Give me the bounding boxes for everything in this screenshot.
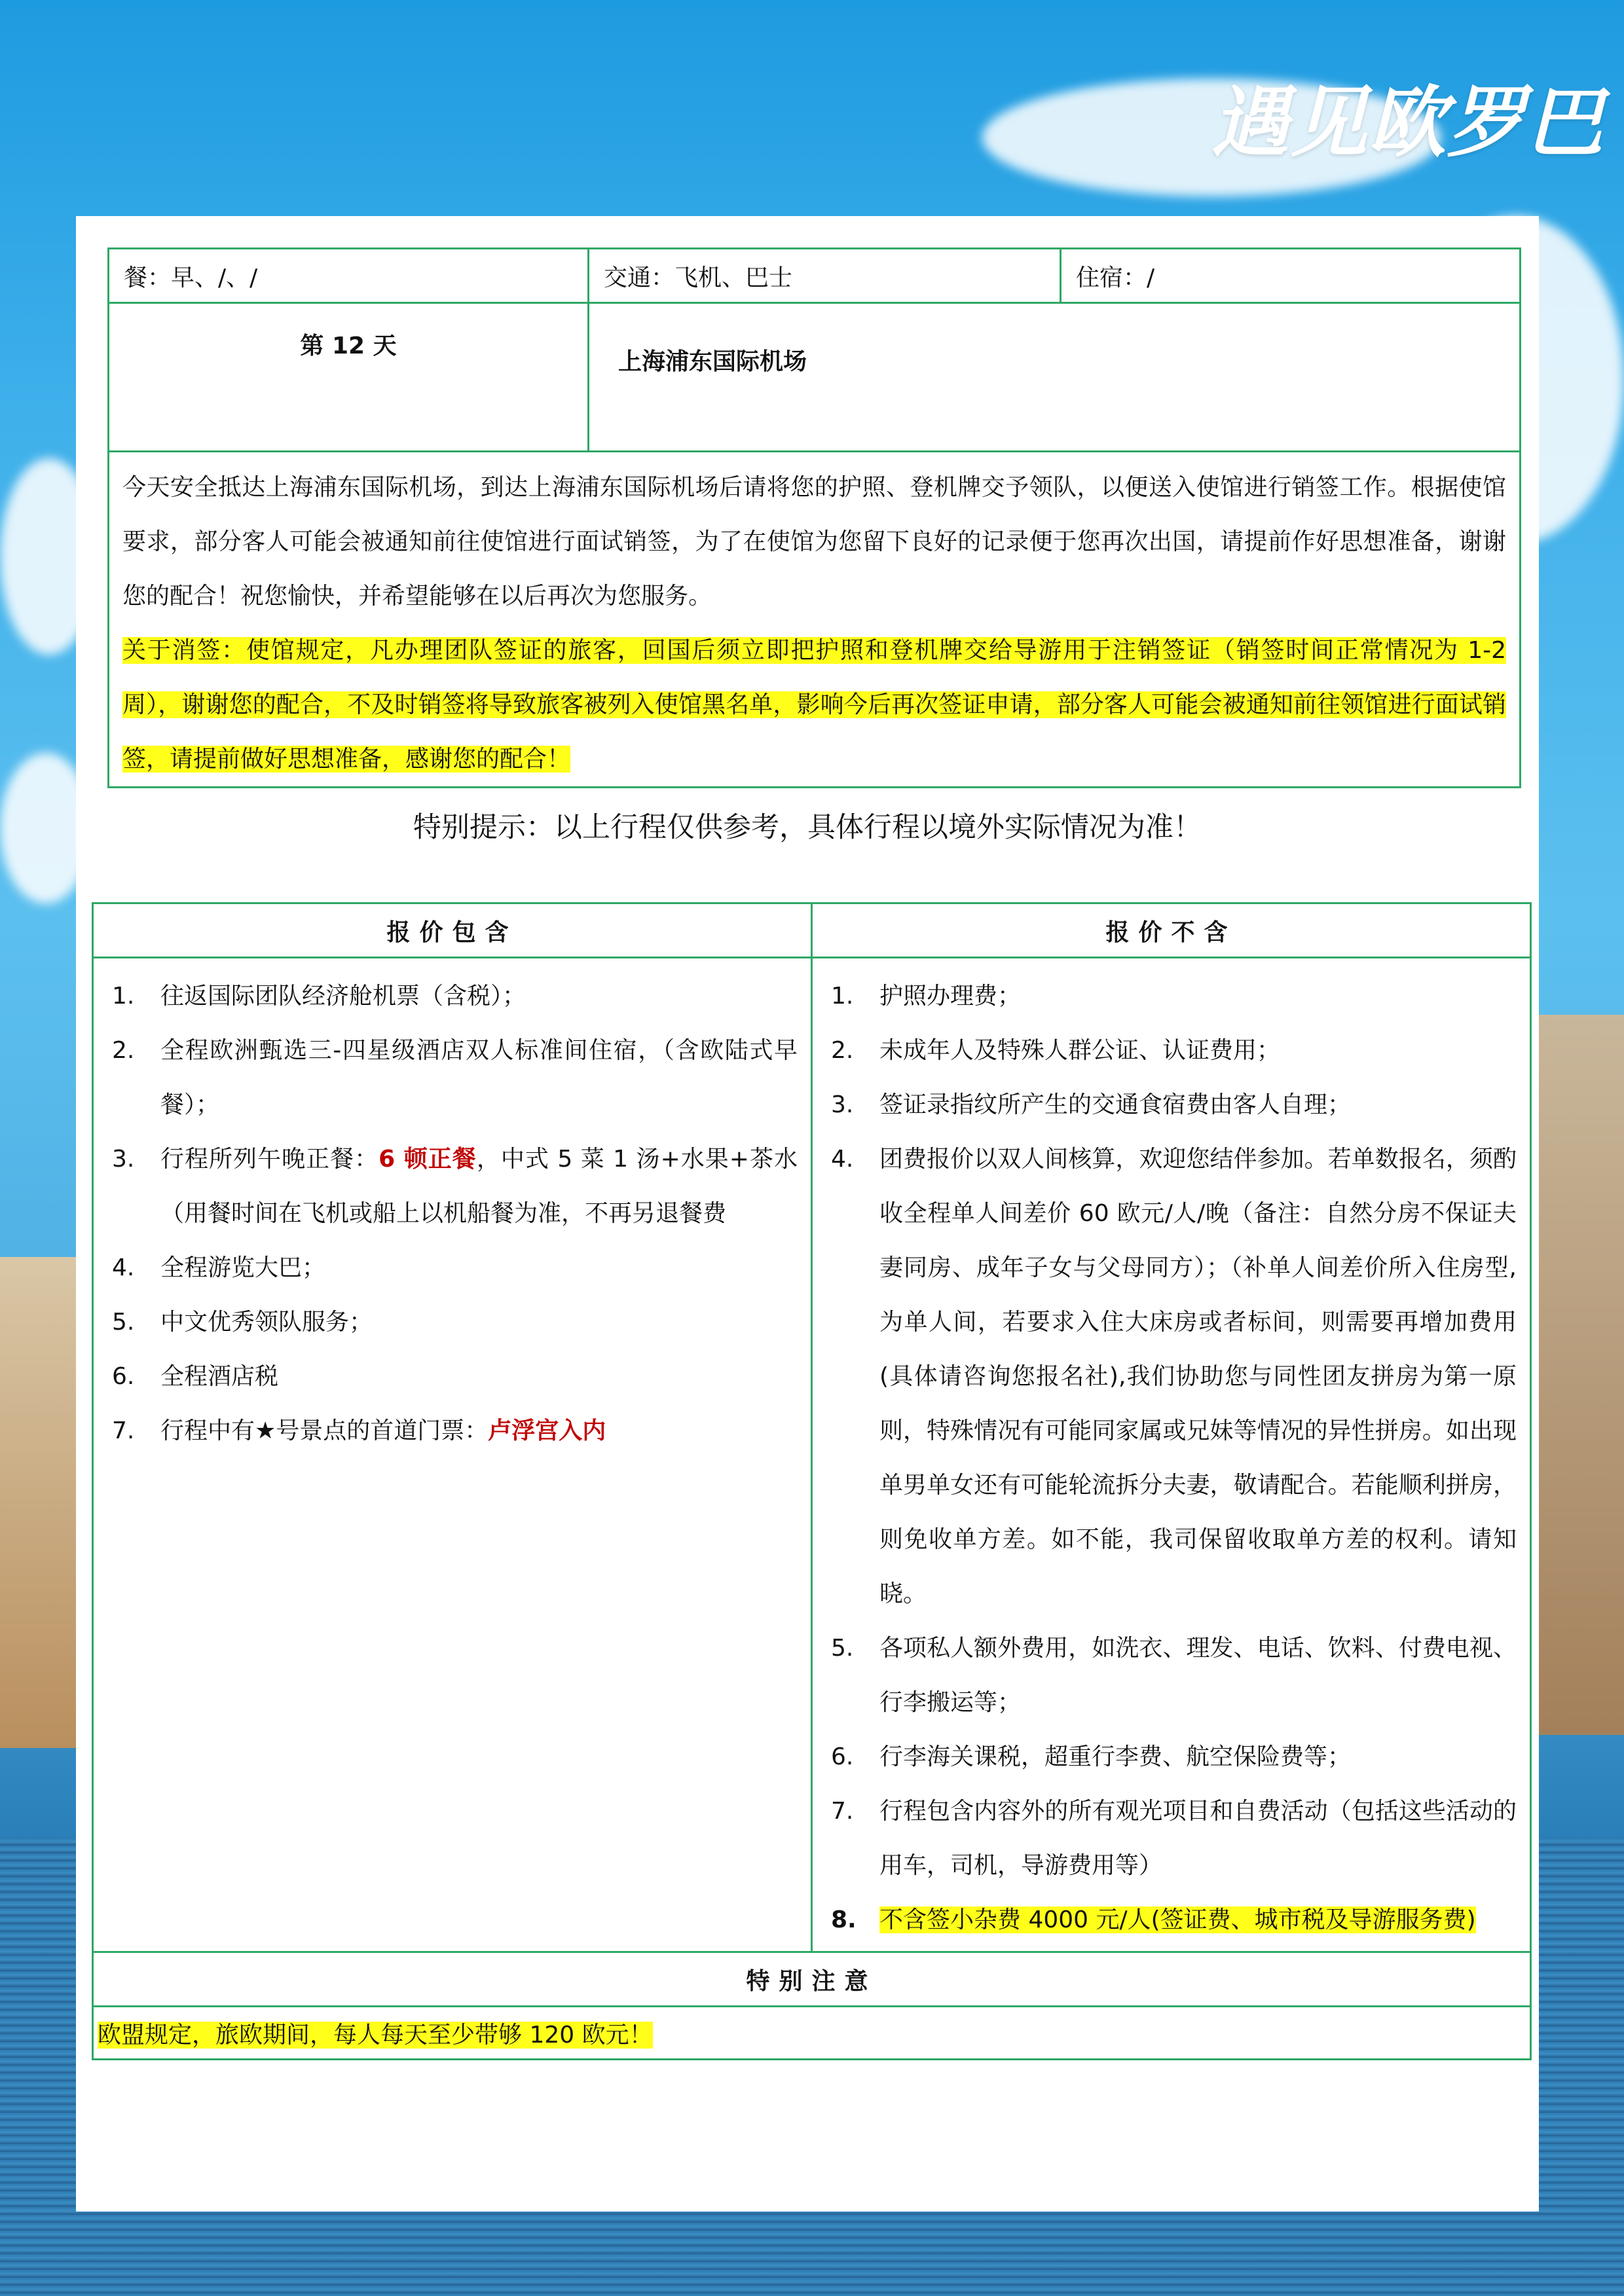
visa-fee-note: 不含签小杂费 4000 元/人(签证费、城市税及导游服务费) [879, 1906, 1476, 1933]
itinerary-sheet [76, 216, 1539, 2212]
price-table [92, 902, 1532, 2060]
excluded-column [812, 958, 1531, 1952]
louvre-entry: 卢浮宫入内 [488, 1417, 606, 1444]
building-left [0, 1257, 76, 1748]
list-item: 6. 行李海关课税，超重行李费、航空保险费等； [831, 1743, 1352, 1770]
day-description: 今天安全抵达上海浦东国际机场，到达上海浦东国际机场后请将您的护照、登机牌交予领队，以便送入使馆进行销签工作。根据使馆要求，部分客人可能会被通知前往使馆进行面试销签，为了在使馆为您留下良好的记录便于您再次出国，请提前作好思想准备，谢谢您的配合！祝您愉快，并希望能够在以后再次为您服务。 [122, 474, 1506, 610]
list-item: 1. 往返国际团队经济舱机票（含税）； [112, 983, 526, 1010]
day-destination: 上海浦东国际机场 [589, 303, 1521, 452]
eu-cash-requirement: 欧盟规定，旅欧期间，每人每天至少带够 120 欧元！ [98, 2021, 653, 2049]
list-item: 8. 不含签小杂费 4000 元/人(签证费、城市税及导游服务费) [831, 1906, 1476, 1933]
excluded-list [831, 969, 1517, 1947]
included-column [93, 958, 812, 1952]
day-description-cell [109, 452, 1521, 788]
list-item: 5. 中文优秀领队服务； [112, 1309, 373, 1336]
special-attention-header: 特别注意 [93, 1952, 1531, 2007]
list-item: 5. 各项私人额外费用，如洗衣、理发、电话、饮料、付费电视、行李搬运等； [831, 1635, 1517, 1716]
list-item: 2. 未成年人及特殊人群公证、认证费用； [831, 1037, 1281, 1064]
meal-count: 6 顿正餐 [378, 1146, 477, 1173]
list-item: 3. 签证录指纹所产生的交通食宿费由客人自理； [831, 1091, 1352, 1118]
list-item: 7. 行程中有★号景点的首道门票：卢浮宫入内 [112, 1417, 606, 1444]
visa-cancellation-note: 关于消签：使馆规定，凡办理团队签证的旅客，回国后须立即把护照和登机牌交给导游用于注销签证（销签时间正常情况为 1-2 周），谢谢您的配合，不及时销签将导致旅客被列入使馆黑名单，影响今后再次签证申请，部分客人可能会被通知前往领馆进行面试销签，请提前做好思想准备，感谢您的配合！ [122, 637, 1506, 773]
list-item: 1. 护照办理费； [831, 983, 1022, 1010]
list-item: 6. 全程酒店税 [112, 1363, 279, 1390]
transport-info: 交通：飞机、巴士 [589, 249, 1061, 303]
special-attention-cell [93, 2007, 1531, 2060]
day-label: 第 12 天 [109, 303, 589, 452]
special-notice: 特别提示：以上行程仅供参考，具体行程以境外实际情况为准！ [413, 811, 1202, 844]
list-item: 3. 行程所列午晚正餐：6 顿正餐，中式 5 菜 1 汤+水果+茶水（用餐时间在飞机或船上以机船餐为准，不再另退餐费 [112, 1146, 798, 1227]
list-item: 7. 行程包含内容外的所有观光项目和自费活动（包括这些活动的用车，司机，导游费用等） [831, 1798, 1517, 1879]
logo: 遇见欧罗巴 [1211, 77, 1605, 168]
list-item: 4. 团费报价以双人间核算，欢迎您结伴参加。若单数报名，须酌收全程单人间差价 60 欧元/人/晚（备注：自然分房不保证夫妻同房、成年子女与父母同方）；（补单人间差价所入住房型,为单人间，若要求入住大床房或者标间，则需要再增加费用(具体请咨询您报名社),我们协助您与同性团友拼房为第一原则，特殊情况有可能同家属或兄妹等情况的异性拼房。如出现单男单女还有可能轮流拆分夫妻，敬请配合。若能顺利拼房，则免收单方差。如不能，我司保留收取单方差的权利。请知晓。 [831, 1146, 1517, 1607]
lodging-info: 住宿：/ [1061, 249, 1521, 303]
day-table [107, 247, 1521, 788]
included-header: 报价包含 [93, 903, 812, 958]
list-item: 4. 全程游览大巴； [112, 1254, 326, 1281]
building-right [1539, 1015, 1624, 1735]
included-list [112, 969, 798, 1458]
excluded-header: 报价不含 [812, 903, 1531, 958]
list-item: 2. 全程欧洲甄选三-四星级酒店双人标准间住宿，（含欧陆式早餐）； [112, 1037, 798, 1118]
meal-info: 餐：早、/、/ [109, 249, 589, 303]
